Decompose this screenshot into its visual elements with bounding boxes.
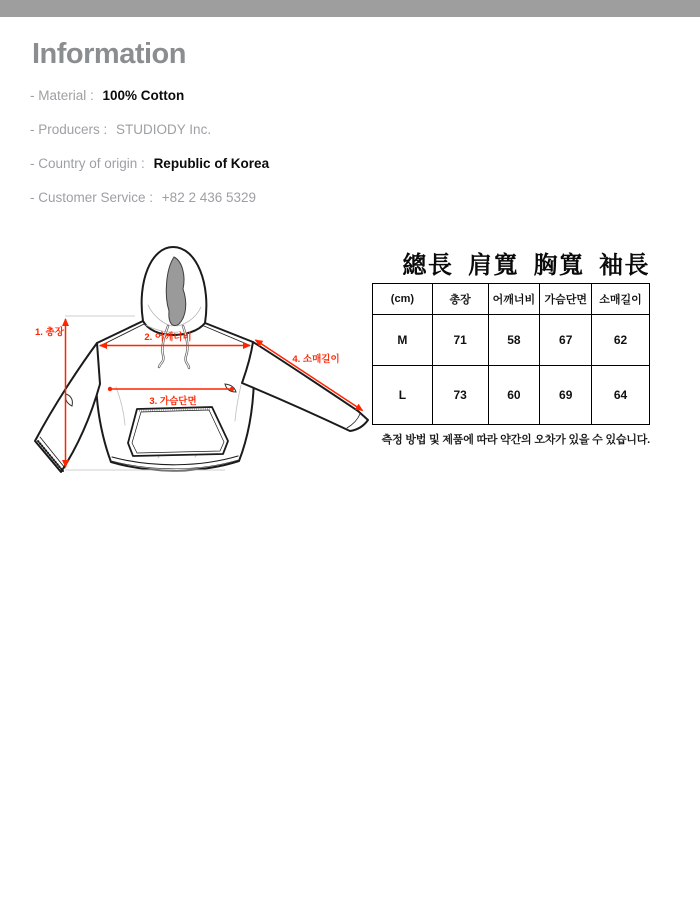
hoodie-sleeve-left <box>35 343 100 472</box>
value-cell: 64 <box>592 366 650 425</box>
info-value: Republic of Korea <box>153 156 270 171</box>
kangaroo-pocket <box>128 407 228 456</box>
column-header-unit: (cm) <box>373 284 433 315</box>
value-cell: 62 <box>592 315 650 366</box>
measurement-label-sleeve-length: 4. 소매길이 <box>292 354 340 365</box>
size-cell: L <box>373 366 433 425</box>
value-cell: 60 <box>488 366 540 425</box>
page-title: Information <box>32 38 186 70</box>
size-chart-section <box>372 250 650 447</box>
measurement-label-total-length: 1. 총장 <box>35 327 64 338</box>
info-value: STUDIODY Inc. <box>116 122 212 137</box>
chest-line-dot-left <box>108 387 112 391</box>
info-item-producers <box>30 122 269 156</box>
size-row-m <box>373 315 650 366</box>
info-label: - Producers : <box>30 122 108 137</box>
size-chart-cjk-title: 總長 肩寬 胸寬 袖長 <box>402 253 650 279</box>
column-header-total-length: 총장 <box>432 284 488 315</box>
hoodie-measurement-diagram <box>20 235 380 505</box>
info-item-country-of-origin <box>30 156 269 190</box>
info-list <box>30 88 269 224</box>
column-header-chest-width: 가슴단면 <box>540 284 592 315</box>
size-chart-table <box>372 283 650 425</box>
value-cell: 69 <box>540 366 592 425</box>
value-cell: 67 <box>540 315 592 366</box>
value-cell: 73 <box>432 366 488 425</box>
size-cell: M <box>373 315 433 366</box>
info-item-material <box>30 88 269 122</box>
size-chart-header-row <box>373 284 650 315</box>
chest-line-dot-right <box>230 387 234 391</box>
measurement-label-shoulder-width: 2. 어깨너비 <box>144 332 192 343</box>
value-cell: 71 <box>432 315 488 366</box>
size-row-l <box>373 366 650 425</box>
size-chart-note: 측정 방법 및 제품에 따라 약간의 오차가 있을 수 있습니다. <box>381 434 650 446</box>
top-gray-divider-bar <box>0 0 700 17</box>
measurement-label-chest-width: 3. 가슴단면 <box>149 396 197 407</box>
info-label: - Customer Service : <box>30 190 154 205</box>
info-value: 100% Cotton <box>102 88 185 103</box>
value-cell: 58 <box>488 315 540 366</box>
info-label: - Material : <box>30 88 94 103</box>
column-header-sleeve-length: 소매길이 <box>592 284 650 315</box>
column-header-shoulder-width: 어깨너비 <box>488 284 540 315</box>
info-item-customer-service <box>30 190 269 224</box>
info-value: +82 2 436 5329 <box>161 190 257 205</box>
info-label: - Country of origin : <box>30 156 145 171</box>
